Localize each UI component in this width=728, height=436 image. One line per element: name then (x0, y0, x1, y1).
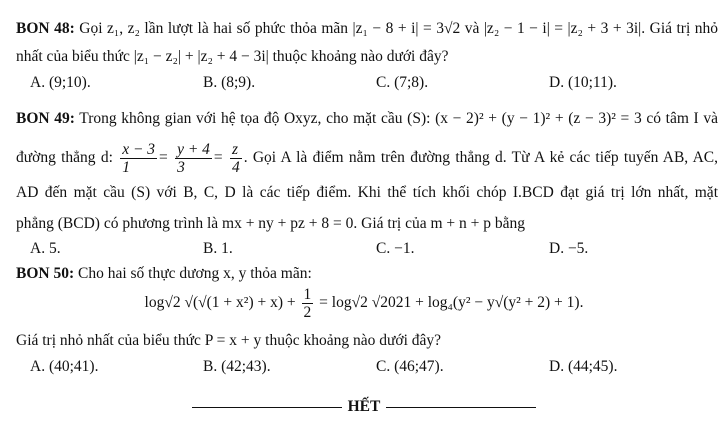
q49-text-3: AD đến mặt cầu (S) với B, C, D là các tiếp điểm. Khi thể tích khối chóp I.BCD đạt giá trị lớn nhất, mặt (16, 184, 718, 201)
q49-line-2: đường thẳng d: $\frac{x - 3}{1}$ = $\frac{y + 4}{3}$ = $\frac{z}{4}$ . Gọi A là điểm nằm trên đường thẳng d. Từ A kẻ các tiếp tuyến AB, AC, (16, 140, 719, 176)
q49-text-1: Trong không gian với hệ tọa độ Oxyz, cho mặt cầu (S): (x − 2)² + (y − 1)² + (z − 3)² = 3 có tâm I và (79, 110, 718, 127)
q49-fraction-y: $\frac{y + 4}{3}$ (177, 140, 210, 176)
end-rule-right (386, 407, 536, 408)
q50-equation (0, 285, 728, 321)
end-rule-left (192, 407, 342, 408)
q49-label: BON 49: (16, 110, 75, 127)
q50-line-1 (16, 263, 718, 285)
q49-line-3 (16, 182, 718, 204)
q49-text-4: phẳng (BCD) có phương trình là mx + ny + pz + 8 = 0. Giá trị của m + n + p bằng (16, 215, 525, 232)
q48-text-2: nhất của biểu thức |z₁ − z₂| + |z₂ + 4 − 3i| thuộc khoảng nào dưới đây? (16, 48, 449, 65)
q49-option-a: A. 5. (30, 240, 61, 257)
q48-line-2 (16, 46, 718, 68)
q48-options (0, 74, 728, 98)
q50-text-2: Giá trị nhỏ nhất của biểu thức P = x + y thuộc khoảng nào dưới đây? (16, 332, 442, 349)
q50-line-2 (16, 330, 718, 352)
q49-option-b: B. 1. (203, 240, 233, 257)
q49-line-1 (16, 108, 718, 130)
q50-text-1: Cho hai số thực dương x, y thỏa mãn: (78, 265, 312, 282)
q50-eq-right: = log√2 √2021 + log₄(y² − y√(y² + 2) + 1). (319, 294, 584, 311)
end-marker (0, 398, 728, 416)
q50-option-c: C. (46;47). (376, 358, 444, 375)
q50-options (0, 358, 728, 382)
q49-text-2b: . Gọi A là điểm nằm trên đường thẳng d. Từ A kẻ các tiếp tuyến AB, AC, (243, 149, 719, 166)
q50-option-a: A. (40;41). (30, 358, 99, 375)
q48-option-d: D. (10;11). (549, 74, 617, 91)
q49-line-4 (16, 213, 718, 235)
q50-option-d: D. (44;45). (549, 358, 618, 375)
q48-label: BON 48: (16, 20, 75, 37)
end-text: HẾT (347, 398, 381, 415)
q49-option-c: C. −1. (376, 240, 415, 257)
q48-option-a: A. (9;10). (30, 74, 91, 91)
q48-option-c: C. (7;8). (376, 74, 429, 91)
q49-fraction-x: $\frac{x - 3}{1}$ (122, 140, 156, 176)
q48-option-b: B. (8;9). (203, 74, 256, 91)
q49-text-2a: đường thẳng d: (16, 149, 113, 166)
q49-fraction-z: $\frac{z}{4}$ (231, 140, 240, 176)
q50-eq-left: log√2 √(√(1 + x²) + x) + (144, 294, 296, 311)
q50-label: BON 50: (16, 265, 75, 282)
q48-line-1 (16, 18, 718, 40)
q49-options (0, 240, 728, 264)
q48-text-1: Gọi z₁, z₂ lần lượt là hai số phức thỏa mãn |z₁ − 8 + i| = 3√2 và |z₂ − 1 − i| = |z₂ + 3 + 3i|. Giá trị nhỏ (79, 20, 719, 37)
q50-eq-fraction: $\frac{1}{2}$ (303, 285, 312, 321)
q49-option-d: D. −5. (549, 240, 589, 257)
q50-option-b: B. (42;43). (203, 358, 271, 375)
